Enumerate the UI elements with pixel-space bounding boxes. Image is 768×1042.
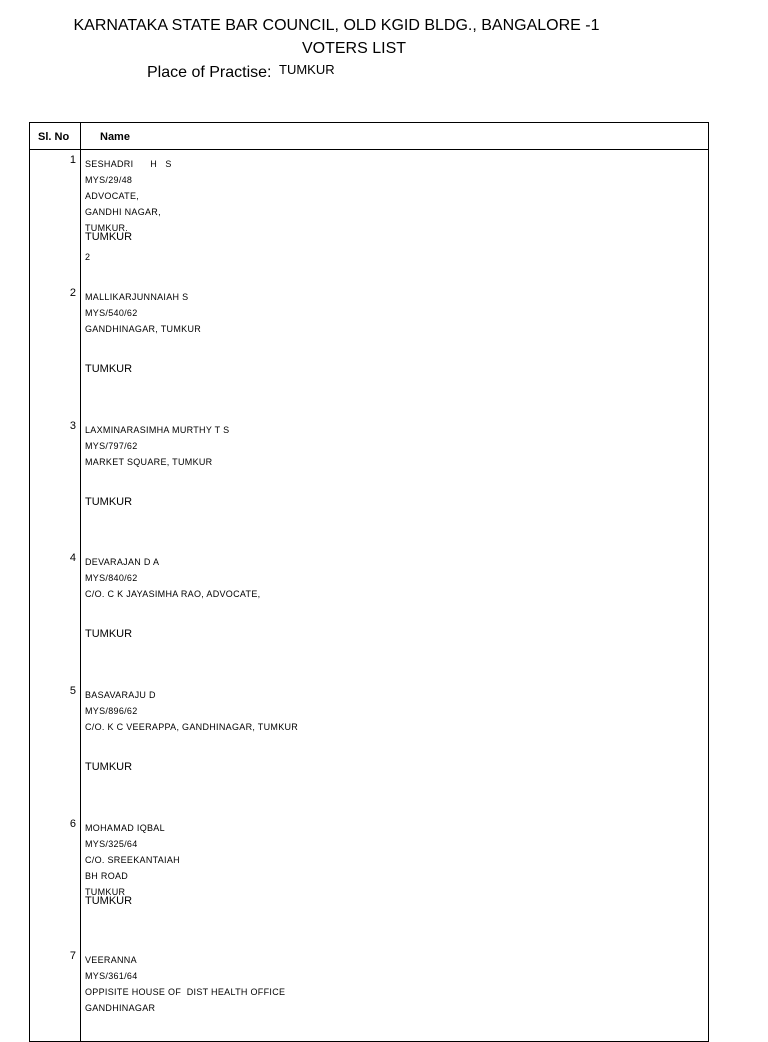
entry-detail-line: MYS/540/62 (85, 308, 138, 318)
entry-detail-line: MYS/896/62 (85, 706, 138, 716)
entry-name: MOHAMAD IQBAL (85, 823, 165, 833)
place-of-practise-value: TUMKUR (279, 62, 335, 77)
table-header-divider (29, 149, 709, 150)
entry-detail-line: OPPISITE HOUSE OF DIST HEALTH OFFICE (85, 987, 286, 997)
entry-place: TUMKUR (85, 496, 133, 508)
entry-detail-line: GANDHINAGAR (85, 1003, 156, 1013)
entry-place: TUMKUR (85, 628, 133, 640)
entry-name: VEERANNA (85, 955, 137, 965)
page-subtitle: VOTERS LIST (301, 40, 407, 57)
entry-sl-no: 4 (69, 552, 76, 564)
entry-sl-no: 2 (69, 287, 76, 299)
entry-place: TUMKUR (85, 363, 133, 375)
entry-detail-line: TUMKUR (85, 887, 126, 897)
entry-sl-no: 3 (69, 420, 76, 432)
entry-detail-line: GANDHI NAGAR, (85, 207, 161, 217)
place-of-practise-label: Place of Practise: (147, 64, 272, 81)
entry-sl-no: 6 (69, 818, 76, 830)
entry-sl-no: 5 (69, 685, 76, 697)
entry-detail-line: C/O. SREEKANTAIAH (85, 855, 180, 865)
column-header-slno: Sl. No (38, 131, 70, 143)
entry-extra: 2 (85, 252, 91, 262)
entry-name: DEVARAJAN D A (85, 557, 160, 567)
entry-place: TUMKUR (85, 895, 133, 907)
entry-sl-no: 1 (69, 154, 76, 166)
entry-name: SESHADRI H S (85, 159, 172, 169)
entry-detail-line: MYS/361/64 (85, 971, 138, 981)
entry-detail-line: GANDHINAGAR, TUMKUR (85, 324, 202, 334)
entry-detail-line: MYS/29/48 (85, 175, 133, 185)
column-header-name: Name (100, 131, 130, 143)
entry-name: LAXMINARASIMHA MURTHY T S (85, 425, 230, 435)
entry-detail-line: TUMKUR. (85, 223, 129, 233)
entry-name: MALLIKARJUNNAIAH S (85, 292, 189, 302)
entry-sl-no: 7 (69, 950, 76, 962)
table-column-divider (80, 122, 81, 1042)
entry-detail-line: C/O. K C VEERAPPA, GANDHINAGAR, TUMKUR (85, 722, 299, 732)
entry-detail-line: C/O. C K JAYASIMHA RAO, ADVOCATE, (85, 589, 261, 599)
entry-detail-line: MYS/840/62 (85, 573, 138, 583)
entry-place: TUMKUR (85, 761, 133, 773)
entry-detail-line: MARKET SQUARE, TUMKUR (85, 457, 213, 467)
entry-place: TUMKUR (85, 231, 133, 243)
entry-name: BASAVARAJU D (85, 690, 156, 700)
entry-detail-line: MYS/325/64 (85, 839, 138, 849)
entry-detail-line: BH ROAD (85, 871, 129, 881)
entry-detail-line: ADVOCATE, (85, 191, 140, 201)
entry-detail-line: MYS/797/62 (85, 441, 138, 451)
page-title: KARNATAKA STATE BAR COUNCIL, OLD KGID BLDG., BANGALORE -1 (73, 17, 600, 34)
